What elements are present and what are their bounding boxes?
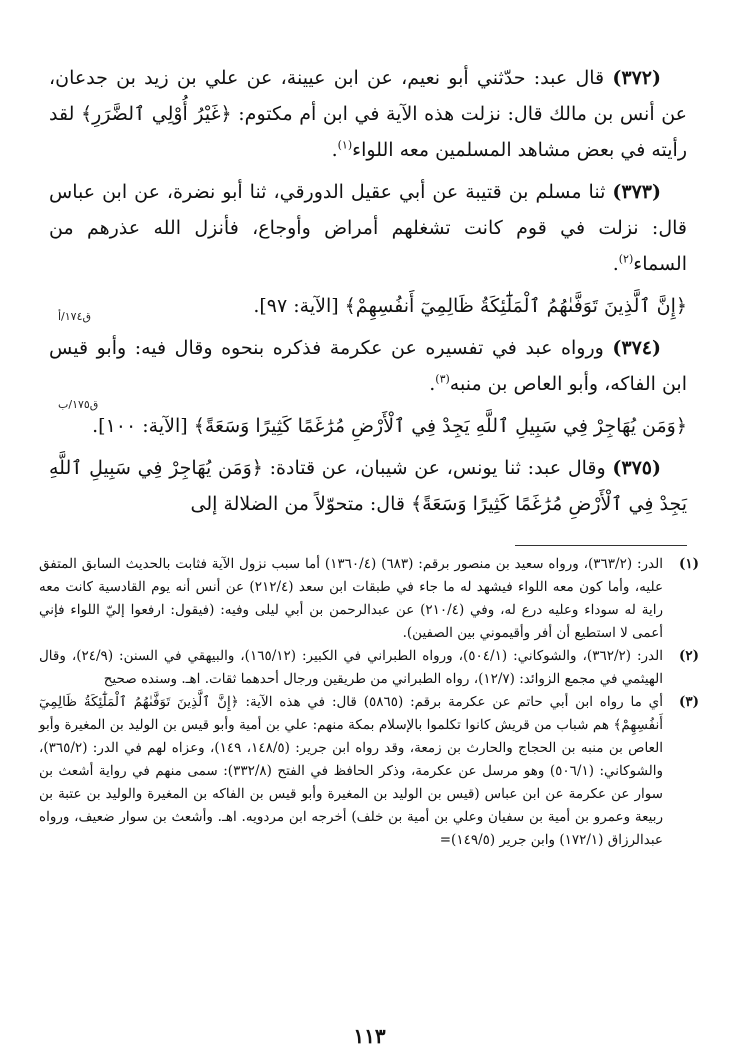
footnote-text: [39, 691, 663, 852]
footnote-1: [39, 553, 699, 645]
page-number: ١١٣: [353, 1024, 386, 1048]
verse-label: [الآية: ١٠٠].: [92, 415, 194, 437]
period: .: [429, 373, 436, 395]
entry-number: (٣٧٤): [612, 337, 661, 359]
footnote-3: [39, 691, 699, 852]
entry-375: [49, 450, 687, 522]
footnote-separator: [515, 545, 687, 546]
manuscript-folio-note: ق١٧٥/ب: [58, 398, 99, 411]
footnote-text-part: هم شباب من قريش كانوا تكلموا بالإسلام بمكة منهم: علي بن أمية وأبو قيس بن الوليد بن المغيرة وأبو العاص بن منبه بن الحجاج والحارث بن زمعة، وقد رواه ابن جرير: (١٤٨/٥، ١٤٩)، وعزاه لهم في الدر: (٣٦٥/٢)، والشوكاني: (٥٠٦/١) وهو مرسل عن عكرمة، وذكر الحافظ في الفتح (٣٣٢/٨): سمى منهم في رواية أشعث بن سوار عن عكرمة عن ابن عباس (قيس بن الوليد بن المغيرة وأبو قيس بن الفاكه بن المغيرة والوليد بن عتبة بن ربيعة وعمرو بن أمية بن سفيان وعلي بن أمية بن خلف) أخرجه ابن مردويه. اهـ. وأشعث بن سوار ضعيف، ورواه عبدالرزاق (١٧٢/١) وابن جرير (١٤٩/٥)=: [39, 717, 664, 848]
main-text: [49, 60, 687, 528]
quran-verse: ﴿إِنَّ ٱلَّذِينَ تَوَفَّىٰهُمُ ٱلْمَلَٰٓئِكَةُ ظَالِمِيٓ أَنفُسِهِمْ﴾: [344, 295, 687, 317]
entry-372: [49, 60, 687, 168]
verse-heading-97: [49, 288, 687, 324]
entry-number: (٣٧٢): [612, 67, 661, 89]
entry-number: (٣٧٣): [612, 181, 661, 203]
footnote-text: الدر: (٣٦٢/٢)، والشوكاني: (٥٠٤/١)، ورواه الطبراني في الكبير: (١٦٥/١٢)، والبيهقي في السنن: (٢٤/٩)، وقال الهيثمي في مجمع الزوائد: (١٢/٧)، رواه الطبراني من طريقين ورجال أحدهما ثقات. اهـ. وسنده صحيح: [39, 648, 664, 687]
entry-number: (٣٧٥): [612, 457, 662, 479]
entry-text: قال عبد: حدّثني أبو نعيم، عن ابن عيينة، عن علي بن زيد بن جدعان، عن أنس بن مالك قال: نزلت هذه الآية في ابن أم مكتوم:: [49, 67, 688, 125]
footnote-ref[interactable]: (٣): [435, 372, 450, 386]
entry-text: ثنا مسلم بن قتيبة عن أبي عقيل الدورقي، ثنا أبو نضرة، عن ابن عباس قال: نزلت في قوم كانت تشغلهم أمراض وأوجاع، فأنزل الله عذرهم من السماء: [49, 181, 687, 275]
quran-quote: ﴿وَمَن يُهَاجِرْ فِي سَبِيلِ ٱللَّهِ يَجِدْ فِي ٱلْأَرْضِ مُرَٰغَمًا كَثِيرًا وَسَعَةً﴾: [49, 457, 687, 515]
footnote-number: (١): [678, 556, 699, 572]
verse-label: [الآية: ٩٧].: [253, 295, 345, 317]
entry-text: قال: متحوّلاً من الضلالة إلى: [190, 493, 412, 515]
footnote-text-part: أي ما رواه ابن أبي حاتم عن عكرمة برقم: (٥٨٦٥) قال: في هذه الآية:: [238, 694, 663, 710]
entry-text: لقد رأيته في بعض مشاهد المسلمين معه اللواء: [49, 103, 687, 161]
entry-text: ورواه عبد في تفسيره عن عكرمة فذكره بنحوه وقال فيه: وأبو قيس ابن الفاكه، وأبو العاص بن منبه: [49, 337, 687, 395]
footnote-number: (٣): [678, 694, 699, 710]
manuscript-folio-note: ق١٧٤/أ: [58, 310, 92, 323]
footnotes: [39, 553, 699, 852]
verse-heading-100: [49, 408, 687, 444]
footnote-text: الدر: (٣٦٣/٢)، ورواه سعيد بن منصور برقم: (٦٨٣) (١٣٦٠/٤) أما سبب نزول الآية فثابت بالحديث السابق المتفق عليه، وأما كون معه اللواء فيشهد له ما جاء في طبقات ابن سعد (٢١٢/٤) عن أنس أنه يوم القادسية كانت معه راية له سوداء وعليه درع له، وفي (٢١٠/٤) عن عبدالرحمن بن أبي ليلى وفيه: (فيقول: ارفعوا إليّ اللواء فإني أعمى لا استطيع أن أفر وأقيموني بين الصفين).: [39, 556, 664, 641]
footnote-ref[interactable]: (٢): [618, 252, 634, 266]
period: .: [612, 253, 619, 275]
footnote-ref[interactable]: (١): [337, 138, 353, 152]
quran-quote: ﴿غَيْرُ أُوْلِي ٱلضَّرَرِ﴾: [80, 103, 232, 125]
quran-quote: ﴿إِنَّ ٱلَّذِينَ تَوَفَّىٰهُمُ ٱلْمَلَٰٓئِكَةُ ظَالِمِيٓ أَنفُسِهِمْ﴾: [39, 694, 663, 733]
footnote-2: [39, 645, 699, 691]
entry-text: وقال عبد: ثنا يونس، عن شيبان، عن قتادة:: [262, 457, 613, 479]
period: .: [331, 139, 338, 161]
quran-verse: ﴿وَمَن يُهَاجِرْ فِي سَبِيلِ ٱللَّهِ يَجِدْ فِي ٱلْأَرْضِ مُرَٰغَمًا كَثِيرًا وَسَعَةً﴾: [193, 415, 687, 437]
entry-374: [49, 330, 687, 402]
footnote-number: (٢): [678, 648, 699, 664]
entry-373: [49, 174, 687, 282]
